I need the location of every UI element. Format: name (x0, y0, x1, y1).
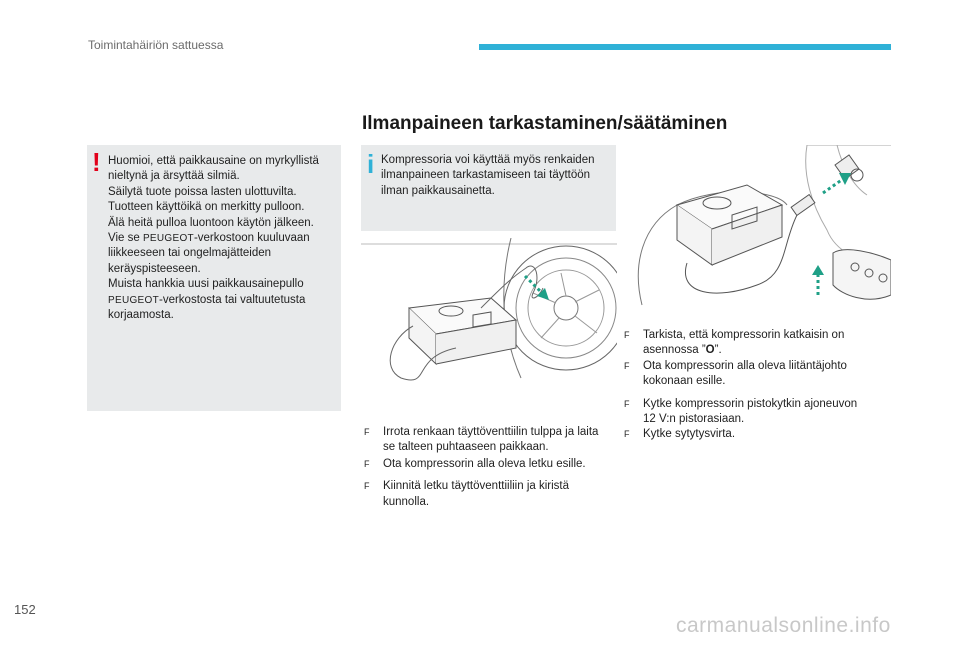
step-line: Kiinnitä letku täyttöventtiiliin ja kiristä (383, 480, 569, 493)
bullet-arrow-icon: F (364, 481, 370, 492)
steps-left (364, 425, 624, 517)
warning-text (108, 154, 340, 323)
info-icon: i (367, 149, 375, 179)
step-item (364, 479, 624, 510)
bullet-arrow-icon: F (364, 458, 370, 469)
info-line: Kompressoria voi käyttää myös renkaiden (381, 154, 595, 166)
warning-line: Säilytä tuote poissa lasten ulottuvilta. (108, 185, 297, 198)
step-item (624, 397, 894, 428)
info-line: ilman paikkausainetta. (381, 184, 495, 197)
step-item (364, 425, 624, 456)
step-line: Ota kompressorin alla oleva letku esille. (383, 457, 586, 470)
info-text (381, 153, 613, 199)
warning-line: keräyspisteeseen. (108, 262, 201, 275)
step-item (624, 328, 894, 359)
brand-name: PEUGEOT (108, 294, 159, 306)
bullet-arrow-icon: F (624, 330, 630, 340)
warning-line: korjaamosta. (108, 309, 174, 322)
warning-box (87, 145, 341, 411)
socket-compressor-illustration (637, 145, 891, 315)
step-item (624, 359, 894, 390)
warning-line: nieltynä ja ärsyttää silmiä. (108, 170, 240, 183)
step-line: se talteen puhtaaseen paikkaan. (383, 441, 549, 454)
exclamation-icon: ! (92, 147, 101, 177)
warning-line-part: -verkostosta tai valtuutetusta (159, 293, 306, 306)
brand-name: PEUGEOT (142, 233, 194, 245)
bullet-arrow-icon: F (624, 398, 630, 409)
switch-position: O (705, 344, 715, 357)
warning-line-part: -verkostoon kuuluvaan (193, 232, 310, 245)
warning-line: liikkeeseen tai ongelmajätteiden (108, 247, 272, 260)
step-line: Ota kompressorin alla oleva liitäntäjohto (643, 359, 847, 372)
step-line: Tarkista, että kompressorin katkaisin on (643, 329, 845, 341)
warning-line: Älä heitä pulloa luontoon käytön jälkeen. (108, 216, 314, 229)
bullet-arrow-icon: F (624, 360, 630, 371)
step-line-part: asennossa ” (643, 344, 706, 357)
warning-line: Tuotteen käyttöikä on merkitty pulloon. (108, 201, 305, 214)
step-item (364, 457, 624, 472)
warning-line (108, 293, 340, 308)
step-line-part: ”. (714, 344, 722, 357)
step-line: Kytke kompressorin pistokytkin ajoneuvon (643, 397, 858, 410)
up-arrow-icon (812, 265, 824, 295)
step-line: 12 V:n pistorasiaan. (643, 413, 745, 426)
warning-line: Huomioi, että paikkausaine on myrkyllistä (108, 155, 319, 167)
bullet-arrow-icon: F (364, 427, 370, 437)
page-title: Ilmanpaineen tarkastaminen/säätäminen (362, 113, 728, 134)
up-right-arrow-icon (823, 173, 851, 193)
steps-right (624, 328, 894, 450)
step-line (643, 343, 894, 358)
step-item (624, 427, 894, 442)
section-header: Toimintahäiriön sattuessa (88, 38, 224, 52)
warning-line: Muista hankkia uusi paikkausainepullo (108, 278, 304, 291)
bullet-arrow-icon: F (624, 429, 630, 440)
info-line: ilmanpaineen tarkastamiseen tai täyttöön (381, 169, 591, 182)
step-line: kunnolla. (383, 495, 430, 508)
info-box (361, 145, 616, 231)
warning-line-part: Vie se (108, 232, 143, 245)
watermark: carmanualsonline.info (676, 614, 891, 637)
step-line: kokonaan esille. (643, 375, 726, 388)
tyre-compressor-illustration (361, 238, 617, 410)
step-line: Kytke sytytysvirta. (643, 428, 736, 441)
page-number: 152 (14, 602, 36, 617)
warning-line (108, 231, 340, 246)
header-accent-bar (479, 44, 891, 50)
step-line: Irrota renkaan täyttöventtiilin tulppa ja laita (383, 426, 599, 438)
